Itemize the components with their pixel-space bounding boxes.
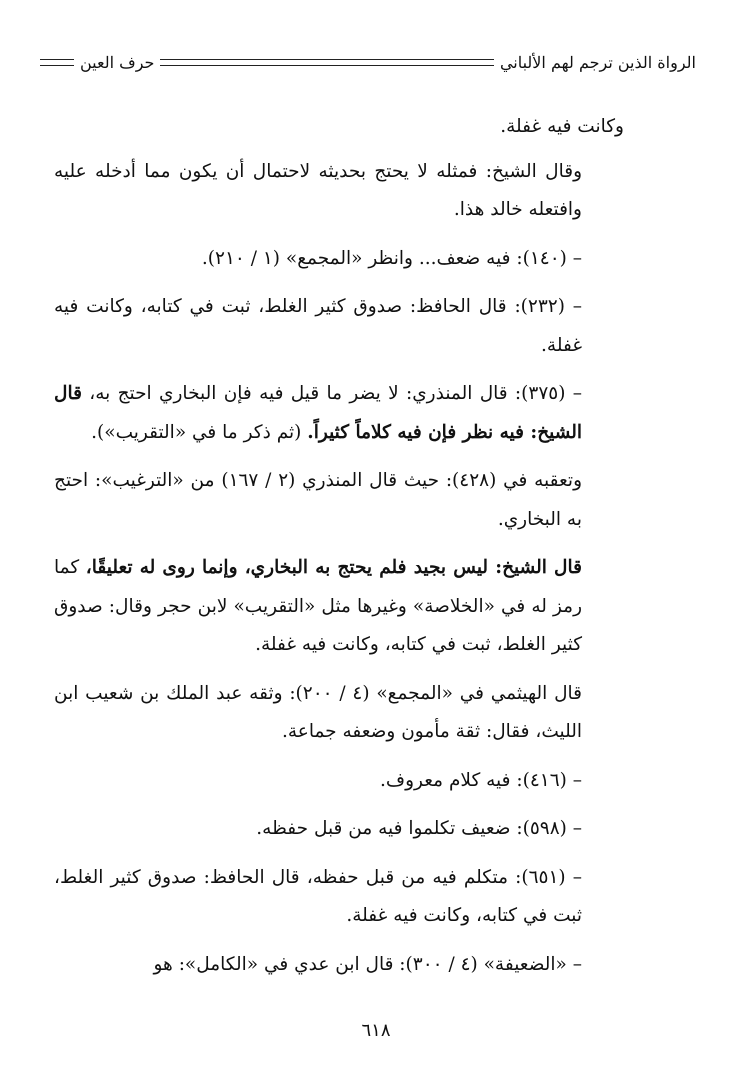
book-title: الرواة الذين ترجم لهم الألباني [499, 52, 696, 72]
paragraph: – (٤١٦): فيه كلام معروف. [380, 769, 582, 791]
paragraph-text: – (٣٧٥): قال المنذري: لا يضر ما قيل فيه فإن البخاري احتج به، [81, 383, 582, 404]
paragraph-text: كما رمز له في «الخلاصة» وغيرها مثل «التقريب» لابن حجر وقال: صدوق كثير الغلط، ثبت في كتابه، وكانت فيه غفلة. [54, 557, 582, 655]
paragraph: – (٦٥١): متكلم فيه من قبل حفظه، قال الحافظ: صدوق كثير الغلط، ثبت في كتابه، وكانت فيه غفلة. [54, 866, 582, 926]
sheikh-comment: قال الشيخ: ليس بجيد فلم يحتج به البخاري، وإنما روى له تعليقًا، [85, 557, 582, 578]
paragraph: قال الهيثمي في «المجمع» (٤ / ٢٠٠): وثقه عبد الملك بن شعيب ابن الليث، فقال: ثقة مأمون وضعفه جماعة. [54, 682, 583, 742]
paragraph [54, 375, 624, 452]
header-rule [160, 59, 494, 66]
page-body [54, 108, 624, 994]
header-rule-end [40, 59, 74, 66]
paragraph-text: (ثم ذكر ما في «التقريب»). [91, 421, 308, 443]
paragraph: وتعقبه في (٤٢٨): حيث قال المنذري (٢ / ١٦٧) من «الترغيب»: احتج به البخاري. [54, 470, 583, 530]
paragraph: وكانت فيه غفلة. [500, 116, 624, 137]
paragraph: – (٢٣٢): قال الحافظ: صدوق كثير الغلط، ثبت في كتابه، وكانت فيه غفلة. [54, 296, 582, 356]
paragraph: وقال الشيخ: فمثله لا يحتج بحديثه لاحتمال أن يكون مما أدخله عليه وافتعله خالد هذا. [54, 160, 582, 220]
sheikh-comment: قال الشيخ: فيه نظر فإن فيه كلاماً كثيراً. [54, 383, 582, 443]
page-number: ٦١٨ [361, 1020, 391, 1041]
running-header [40, 46, 696, 78]
paragraph: – (١٤٠): فيه ضعف... وانظر «المجمع» (١ / ٢١٠). [201, 247, 582, 269]
paragraph [54, 549, 624, 665]
paragraph: – «الضعيفة» (٤ / ٣٠٠): قال ابن عدي في «الكامل»: هو [153, 953, 582, 975]
section-title: حرف العين [80, 52, 155, 72]
paragraph: – (٥٩٨): ضعيف تكلموا فيه من قبل حفظه. [256, 818, 582, 839]
